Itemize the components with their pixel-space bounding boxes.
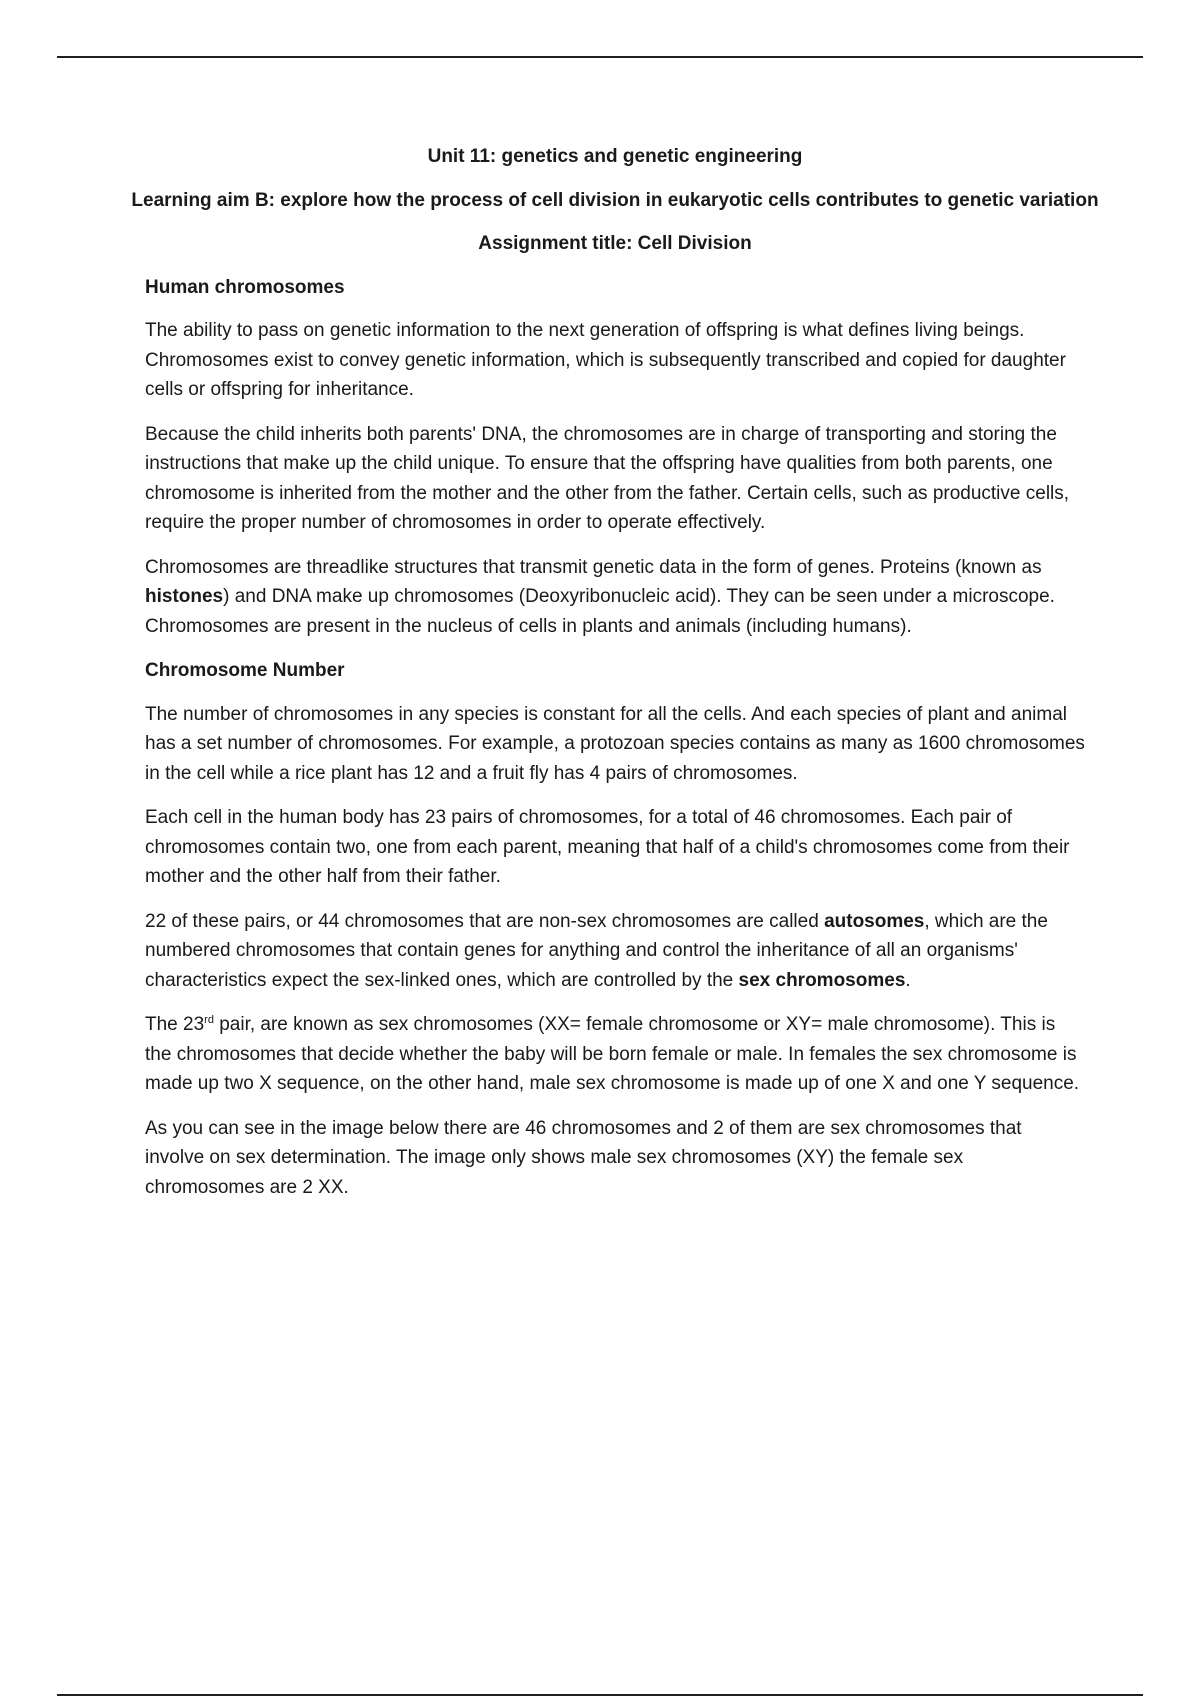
paragraph: 22 of these pairs, or 44 chromosomes that are non-sex chromosomes are called autosomes, which are the numbered chromosomes that contain genes for anything and control the inheritance of all an organisms' characteristics expect the sex-linked ones, which are controlled by the sex chromosomes.: [145, 910, 1048, 991]
bottom-rule: [57, 1694, 1143, 1696]
paragraph: The ability to pass on genetic information to the next generation of offspring is what defines living beings. Chromosomes exist to convey genetic information, which is subsequently transcribed and copied for daughter cells or offspring for inheritance.: [145, 320, 1066, 400]
paragraph: Each cell in the human body has 23 pairs of chromosomes, for a total of 46 chromosomes. Each pair of chromosomes contain two, one from each parent, meaning that half of a child's chromosomes come from their mother and the other half from their father.: [145, 807, 1070, 887]
top-rule: [57, 56, 1143, 58]
section-heading-chromosome-number: Chromosome Number: [145, 660, 345, 681]
unit-title: Unit 11: genetics and genetic engineering: [427, 146, 803, 167]
paragraph: Chromosomes are threadlike structures that transmit genetic data in the form of genes. Proteins (known as histones) and DNA make up chromosomes (Deoxyribonucleic acid). They can be seen under a microscope. Chromosomes are present in the nucleus of cells in plants and animals (including humans).: [145, 556, 1055, 637]
section-heading-human-chromosomes: Human chromosomes: [145, 276, 345, 298]
bold-term-histones: histones: [145, 586, 224, 607]
paragraph: Because the child inherits both parents' DNA, the chromosomes are in charge of transporting and storing the instructions that make up the child unique. To ensure that the offspring have qualities from both parents, one chromosome is inherited from the mother and the other from the father. Certain cells, such as productive cells, require the proper number of chromosomes in order to operate effectively.: [145, 423, 1070, 533]
paragraph: As you can see in the image below there are 46 chromosomes and 2 of them are sex chromosomes that involve on sex determination. The image only shows male sex chromosomes (XY) the female sex chromosomes are 2 XX.: [145, 1117, 1022, 1198]
paragraph: The 23rd pair, are known as sex chromosomes (XX= female chromosome or XY= male chromosome). This is the chromosomes that decide whether the baby will be born female or male. In females the sex chromosome is made up two X sequence, on the other hand, male sex chromosome is made up of one X and one Y sequence.: [145, 1014, 1080, 1094]
document-body: [131, 142, 1099, 1217]
bold-term-sex-chromosomes: sex chromosomes: [738, 969, 906, 991]
assignment-title: Assignment title: Cell Division: [478, 233, 752, 254]
superscript-ordinal: rd: [204, 1014, 214, 1026]
learning-aim: Learning aim B: explore how the process of cell division in eukaryotic cells contributes to genetic variation: [131, 189, 1099, 211]
bold-term-autosomes: autosomes: [824, 910, 925, 932]
paragraph: The number of chromosomes in any species is constant for all the cells. And each species of plant and animal has a set number of chromosomes. For example, a protozoan species contains as many as 1600 chromosomes in the cell while a rice plant has 12 and a fruit fly has 4 pairs of chromosomes.: [145, 703, 1085, 784]
